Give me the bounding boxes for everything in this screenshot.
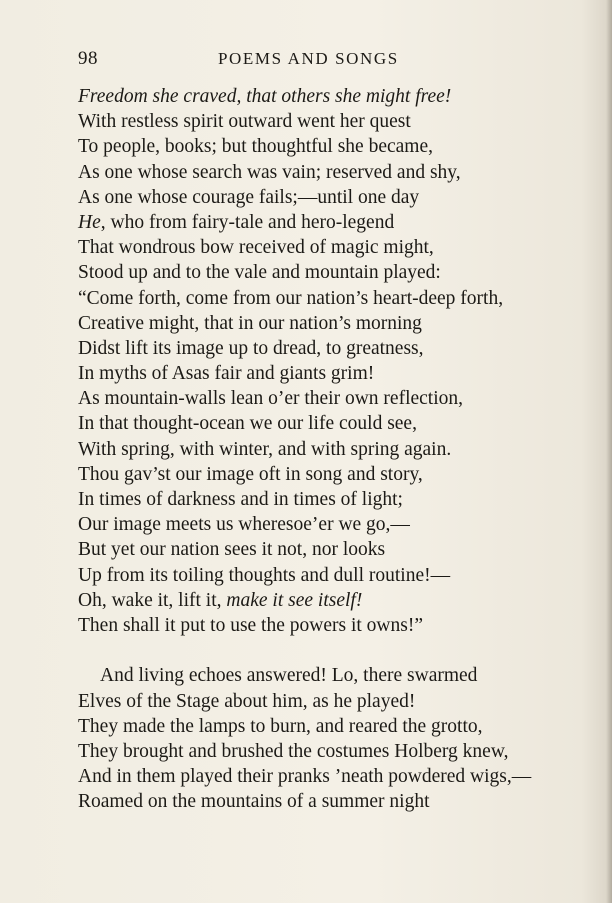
italic-phrase: Freedom she craved (78, 86, 237, 107)
page-number: 98 (78, 48, 98, 69)
poem-line: Didst lift its image up to dread, to greatness, (78, 337, 424, 359)
poem-line: That wondrous bow received of magic might, (78, 237, 434, 259)
poem-line: Stood up and to the vale and mountain played: (78, 262, 441, 284)
poem-line (78, 84, 558, 109)
poem-line: In myths of Asas fair and giants grim! (78, 363, 375, 385)
poem-line: “Come forth, come from our nation’s heart-deep forth, (78, 287, 504, 309)
poem-line: As mountain-walls lean o’er their own reflection, (78, 388, 464, 410)
poem-line: As one whose courage fails;—until one day (78, 186, 420, 208)
poem-line: With spring, with winter, and with spring again. (78, 438, 452, 460)
italic-phrase: , that others she might free! (236, 86, 452, 107)
stanza-break (78, 638, 558, 663)
poem-line: Our image meets us wheresoe’er we go,— (78, 514, 410, 536)
poem-line: And in them played their pranks ’neath powdered wigs,— (78, 766, 532, 788)
poem-text (78, 84, 558, 814)
poem-line: To people, books; but thoughtful she became, (78, 136, 433, 158)
running-title: POEMS AND SONGS (218, 49, 399, 68)
poem-line: With restless spirit outward went her quest (78, 111, 411, 133)
line-text: , who from fairy-tale and hero-legend (100, 211, 395, 233)
poem-line: And living echoes answered! Lo, there swarmed (100, 665, 478, 687)
poem-line (78, 210, 558, 235)
poem-line: As one whose search was vain; reserved and shy, (78, 161, 461, 183)
poem-line: Then shall it put to use the powers it owns!” (78, 614, 423, 636)
poem-line: Elves of the Stage about him, as he played! (78, 690, 416, 712)
page-header (78, 48, 538, 74)
poem-line (78, 588, 558, 613)
page-edge-shadow (606, 0, 612, 903)
italic-phrase: He (78, 211, 101, 233)
line-text: Oh, wake it, lift it, (78, 589, 227, 611)
poem-line: They brought and brushed the costumes Holberg knew, (78, 740, 509, 762)
poem-line: But yet our nation sees it not, nor looks (78, 539, 386, 561)
poem-line: Up from its toiling thoughts and dull routine!— (78, 564, 451, 586)
poem-line: In that thought-ocean we our life could see, (78, 413, 417, 435)
poem-line: Creative might, that in our nation’s morning (78, 312, 422, 334)
poem-line: In times of darkness and in times of light; (78, 489, 403, 510)
poem-line: Roamed on the mountains of a summer night (78, 791, 430, 813)
poem-line: They made the lamps to burn, and reared the grotto, (78, 715, 483, 737)
italic-phrase: make it see itself! (226, 589, 363, 611)
poem-line: Thou gav’st our image oft in song and story, (78, 463, 423, 485)
